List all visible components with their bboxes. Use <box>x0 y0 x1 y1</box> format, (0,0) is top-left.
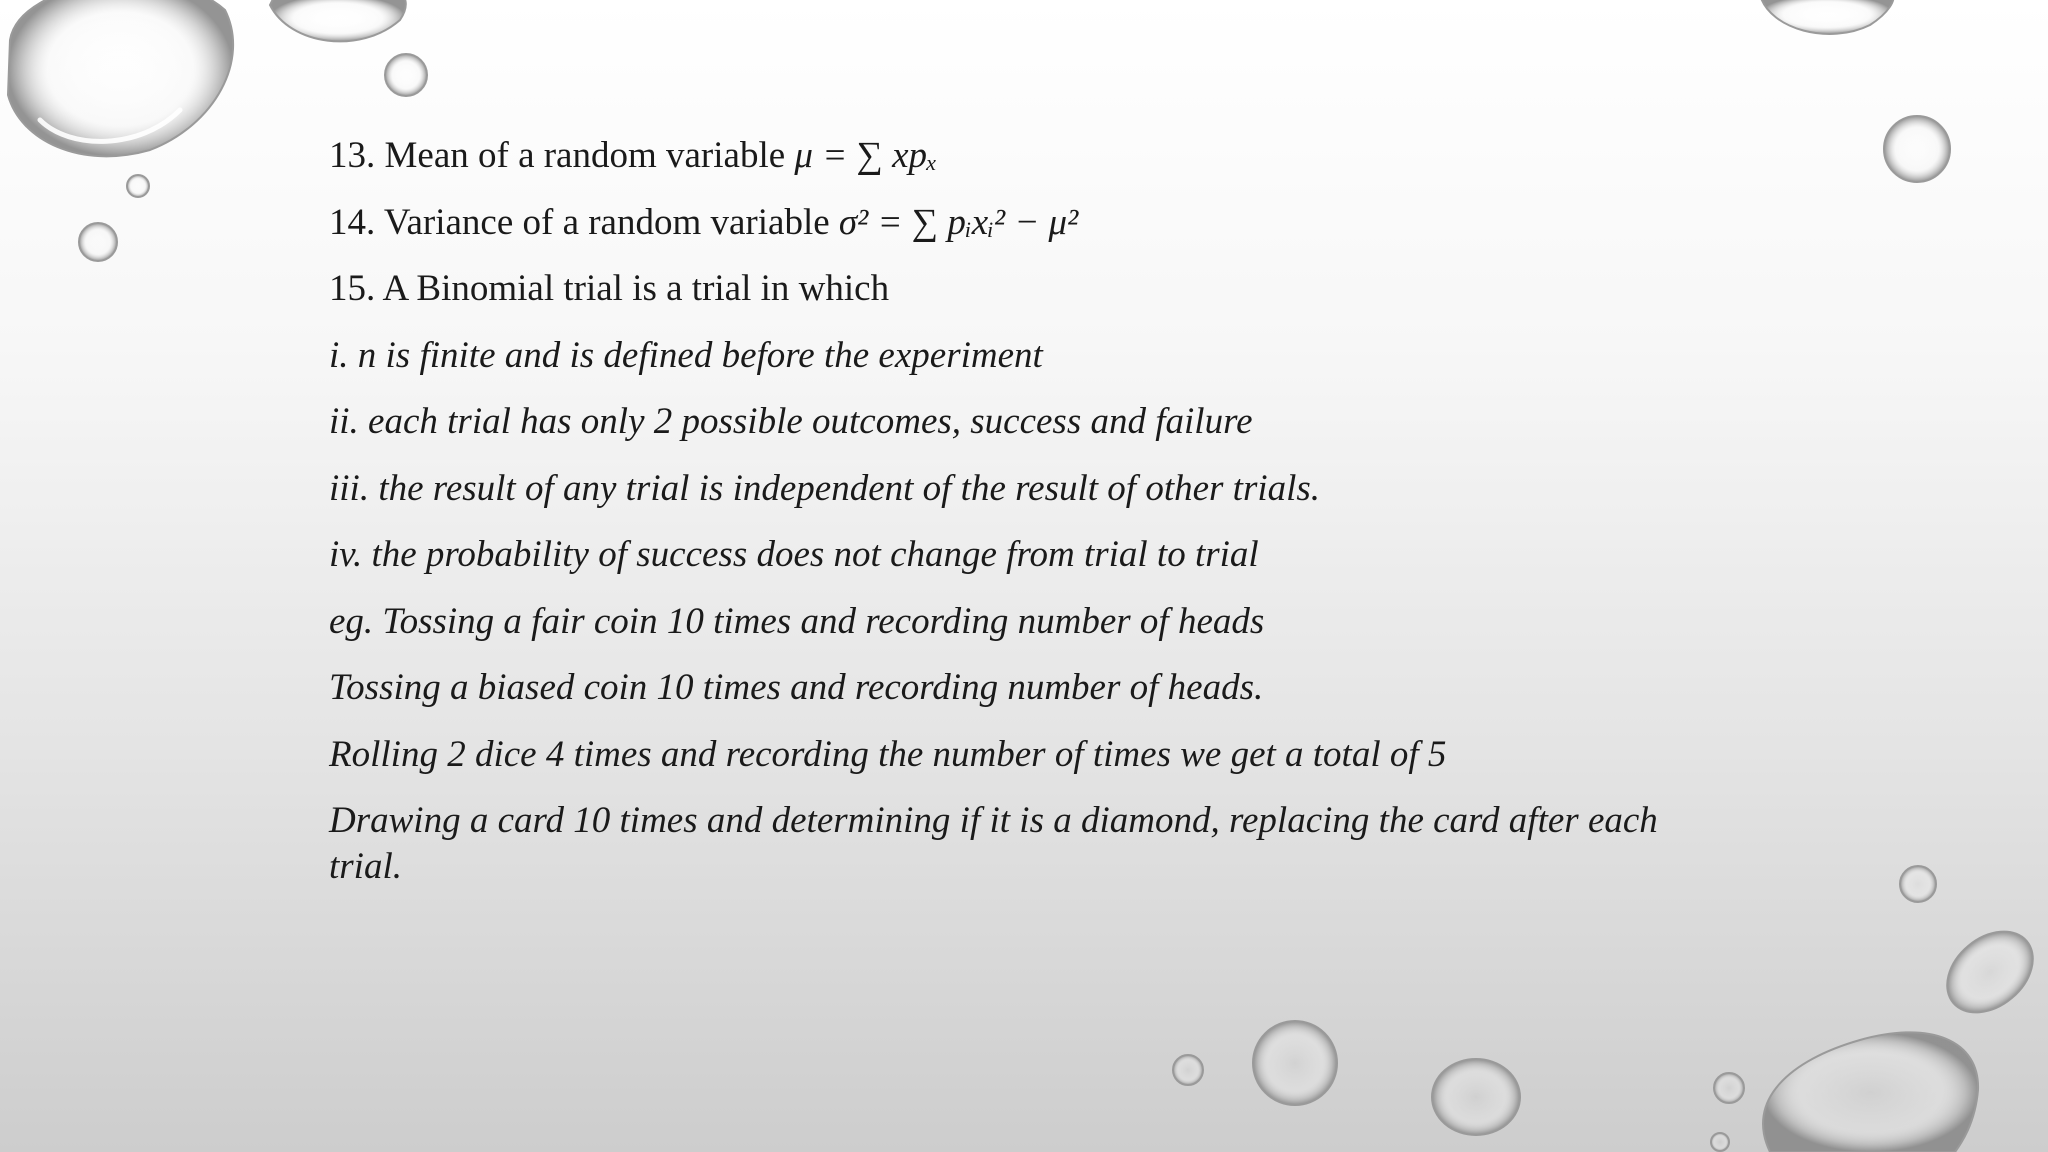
line-variance-text: 14. Variance of a random variable <box>329 201 839 243</box>
drop-bottom-right-large <box>1763 1032 1978 1152</box>
drop-bottom-right-elongated <box>1931 915 2048 1029</box>
variance-formula: σ² = ∑ pᵢxᵢ² − μ² <box>838 201 1079 243</box>
drop-small-1 <box>385 54 427 96</box>
drop-right-1 <box>1884 116 1950 182</box>
drop-top-left-medium <box>270 0 406 41</box>
drop-small-2 <box>127 175 149 197</box>
drop-bottom-4 <box>1714 1073 1744 1103</box>
drop-bottom-1 <box>1253 1021 1337 1105</box>
condition-iii: iii. the result of any trial is independent of the result of other trials. <box>329 467 1321 509</box>
line-mean-text: 13. Mean of a random variable <box>329 135 795 176</box>
line-mean <box>329 133 1749 179</box>
example-biased-coin: Tossing a biased coin 10 times and recording number of heads. <box>329 667 1264 708</box>
drop-top-right <box>1760 0 1893 34</box>
drop-bottom-3 <box>1173 1055 1203 1085</box>
drop-right-2 <box>1900 866 1936 902</box>
condition-i: i. n is finite and is defined before the experiment <box>329 334 1043 376</box>
example-card: Drawing a card 10 times and determining if it is a diamond, replacing the card after each trial. <box>329 800 1658 887</box>
condition-iv: iv. the probability of success does not change from trial to trial <box>329 534 1259 575</box>
drop-top-left-large <box>8 0 233 156</box>
example-dice: Rolling 2 dice 4 times and recording the number of times we get a total of 5 <box>329 733 1447 775</box>
line-binomial-definition: 15. A Binomial trial is a trial in which <box>329 268 890 309</box>
condition-ii: ii. each trial has only 2 possible outcomes, success and failure <box>329 401 1253 442</box>
slide-body <box>329 133 1749 911</box>
mean-formula: μ = ∑ xpₓ <box>794 135 938 176</box>
drop-bottom-5 <box>1711 1133 1729 1151</box>
line-variance <box>329 200 1749 246</box>
drop-small-3 <box>79 223 117 261</box>
example-fair-coin: eg. Tossing a fair coin 10 times and recording number of heads <box>329 600 1265 642</box>
drop-bottom-2 <box>1432 1059 1520 1135</box>
